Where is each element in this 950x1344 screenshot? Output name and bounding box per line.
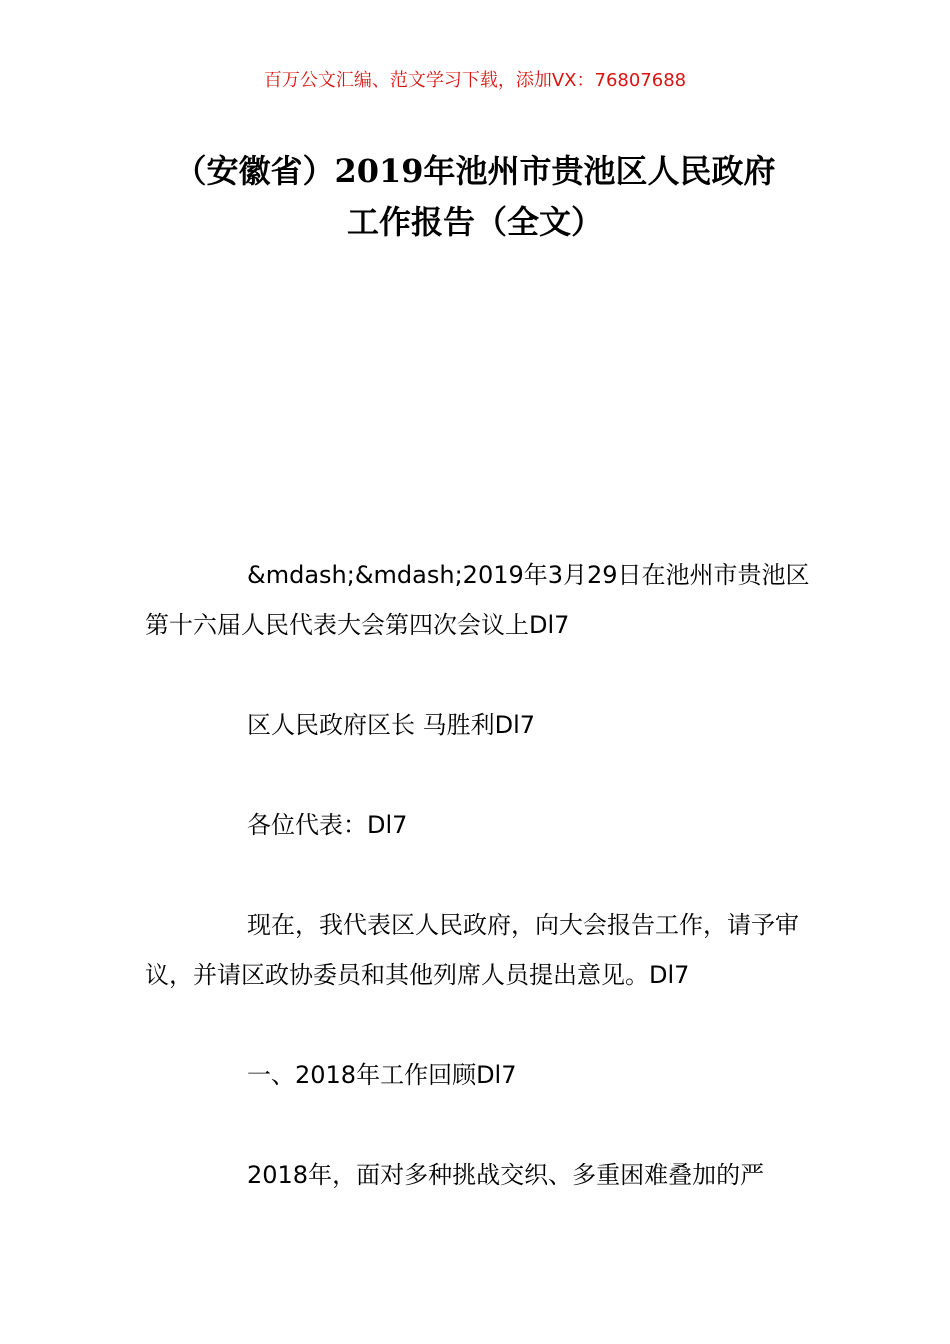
title-line-2: 工作报告（全文） — [346, 203, 603, 241]
paragraph-intro: 现在，我代表区人民政府，向大会报告工作，请予审议，并请区政协委员和其他列席人员提出意见。Dl7 — [145, 911, 799, 989]
section-heading: 一、2018年工作回顾Dl7 — [247, 1061, 517, 1089]
paragraph-salutation: 各位代表：Dl7 — [247, 811, 408, 839]
document-title — [120, 146, 830, 248]
header-note: 百万公文汇编、范文学习下载，添加VX：76807688 — [263, 70, 687, 91]
document-body — [145, 550, 810, 1200]
title-line-1: （安徽省）2019年池州市贵池区人民政府 — [174, 152, 776, 190]
paragraph-dateline: &mdash;&mdash;2019年3月29日在池州市贵池区第十六届人民代表大会第四次会议上Dl7 — [145, 561, 810, 639]
paragraph-speaker: 区人民政府区长 马胜利Dl7 — [247, 711, 536, 739]
paragraph-review: 2018年，面对多种挑战交织、多重困难叠加的严 — [247, 1161, 765, 1189]
